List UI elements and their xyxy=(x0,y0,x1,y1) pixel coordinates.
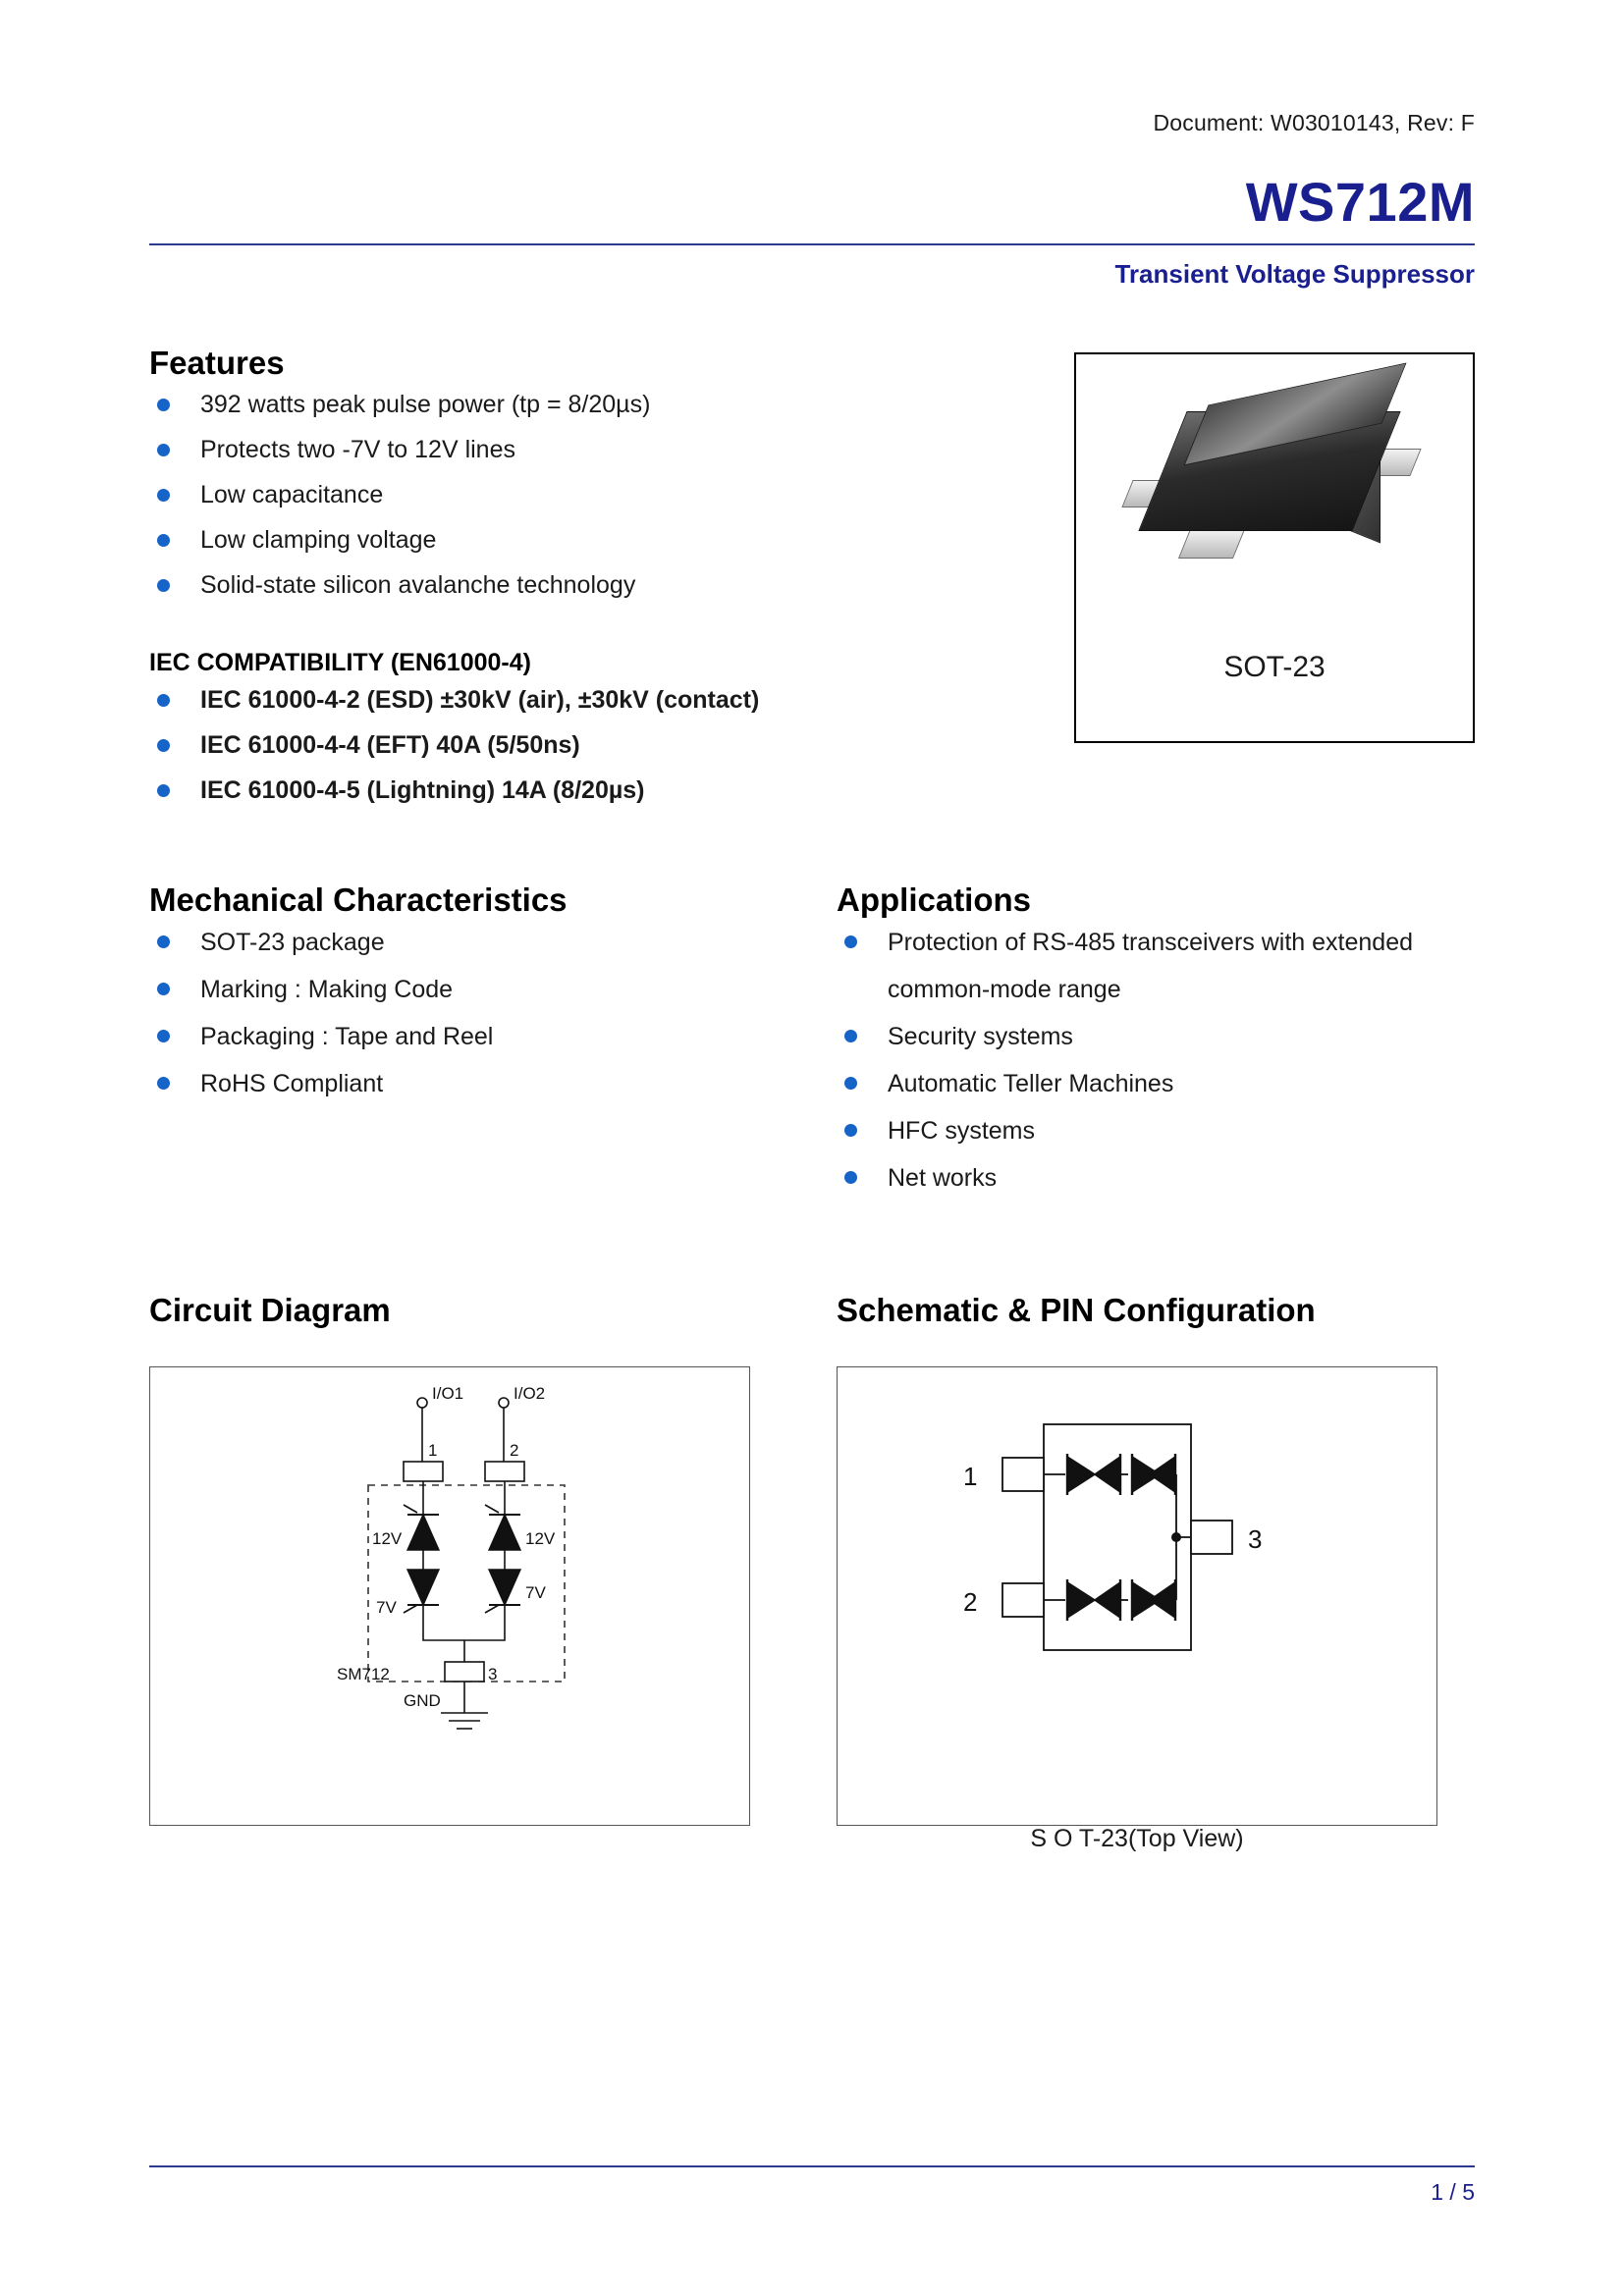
pin3-label: 3 xyxy=(488,1664,498,1683)
list-item xyxy=(149,427,935,472)
list-item xyxy=(837,1107,1475,1154)
pin2-label: 2 xyxy=(510,1440,519,1460)
list-item xyxy=(149,472,935,517)
right-7v-label: 7V xyxy=(525,1582,546,1602)
mechanical-text: RoHS Compliant xyxy=(200,1069,384,1097)
list-item xyxy=(149,768,935,813)
sot23-package-illustration xyxy=(1076,354,1473,649)
mechanical-column xyxy=(149,881,837,1201)
feature-text: 392 watts peak pulse power (tp = 8/20µs) xyxy=(200,390,651,418)
device-label: SM712 xyxy=(337,1664,390,1683)
mechanical-text: Packaging : Tape and Reel xyxy=(200,1022,494,1050)
list-item xyxy=(149,722,935,768)
io2-label: I/O2 xyxy=(514,1383,546,1403)
header-divider xyxy=(149,243,1475,245)
page-title: WS712M xyxy=(1245,171,1475,233)
list-item xyxy=(149,517,935,562)
mechanical-text: SOT-23 package xyxy=(200,928,385,956)
application-text: Automatic Teller Machines xyxy=(888,1069,1174,1097)
title-block xyxy=(149,171,1475,290)
list-item xyxy=(837,1154,1475,1201)
left-12v-label: 12V xyxy=(372,1528,403,1548)
schematic-caption: S O T-23(Top View) xyxy=(1030,1824,1244,1852)
iec-heading: IEC COMPATIBILITY (EN61000-4) xyxy=(149,648,531,676)
package-photo-box xyxy=(1074,352,1475,743)
features-section xyxy=(149,345,1475,813)
mechanical-text: Marking : Making Code xyxy=(200,975,454,1003)
list-item xyxy=(149,966,837,1013)
schematic-pin3-label: 3 xyxy=(1248,1523,1263,1554)
application-text: Protection of RS-485 transceivers with extended common-mode range xyxy=(888,928,1413,1003)
features-list xyxy=(149,382,935,608)
package-lead-icon xyxy=(1178,529,1245,559)
iec-text: IEC 61000-4-4 (EFT) 40A (5/50ns) xyxy=(200,730,580,759)
list-item xyxy=(149,1013,837,1060)
application-text: Security systems xyxy=(888,1022,1073,1050)
feature-text: Low capacitance xyxy=(200,480,384,508)
circuit-diagram-column xyxy=(149,1292,837,1826)
schematic-box xyxy=(837,1366,1437,1852)
list-item xyxy=(149,677,935,722)
feature-text: Low clamping voltage xyxy=(200,525,437,554)
circuit-diagram-heading: Circuit Diagram xyxy=(149,1291,391,1328)
page-number: 1 / 5 xyxy=(1431,2179,1475,2205)
applications-column xyxy=(837,881,1475,1201)
list-item xyxy=(149,1060,837,1107)
iec-text: IEC 61000-4-2 (ESD) ±30kV (air), ±30kV (contact) xyxy=(200,685,760,714)
schematic-figure xyxy=(838,1367,1436,1825)
document-id: Document: W03010143, Rev: F xyxy=(1153,110,1475,135)
feature-text: Protects two -7V to 12V lines xyxy=(200,435,515,463)
feature-text: Solid-state silicon avalanche technology xyxy=(200,570,636,599)
schematic-column xyxy=(837,1291,1475,1852)
list-item xyxy=(149,382,935,427)
list-item xyxy=(837,1060,1475,1107)
package-caption: SOT-23 xyxy=(1223,650,1326,683)
features-heading: Features xyxy=(149,344,285,381)
list-item xyxy=(149,562,935,608)
gnd-label: GND xyxy=(404,1690,441,1710)
circuit-diagram-box xyxy=(149,1366,750,1826)
mechanical-list xyxy=(149,919,837,1107)
applications-heading: Applications xyxy=(837,881,1032,918)
junction-dot xyxy=(1171,1532,1181,1542)
left-7v-label: 7V xyxy=(376,1597,397,1617)
applications-list xyxy=(837,919,1475,1201)
application-text: HFC systems xyxy=(888,1116,1035,1145)
page-subtitle: Transient Voltage Suppressor xyxy=(1114,258,1475,289)
pin1-label: 1 xyxy=(428,1440,438,1460)
list-item xyxy=(837,919,1475,1013)
schematic-pin2-label: 2 xyxy=(963,1586,978,1617)
mechanical-heading: Mechanical Characteristics xyxy=(149,881,568,918)
list-item xyxy=(149,919,837,966)
mechanical-applications-section xyxy=(149,881,1475,1201)
list-item xyxy=(837,1013,1475,1060)
schematic-heading: Schematic & PIN Configuration xyxy=(837,1291,1316,1328)
page-footer xyxy=(149,2165,1475,2206)
circuit-diagram-figure xyxy=(150,1367,749,1825)
schematic-pin1-label: 1 xyxy=(963,1461,978,1491)
io1-label: I/O1 xyxy=(432,1383,464,1403)
right-12v-label: 12V xyxy=(525,1528,556,1548)
application-text: Net works xyxy=(888,1163,998,1192)
footer-divider xyxy=(149,2165,1475,2167)
diagrams-section xyxy=(149,1291,1475,1852)
iec-list xyxy=(149,677,935,813)
iec-text: IEC 61000-4-5 (Lightning) 14A (8/20µs) xyxy=(200,775,645,804)
